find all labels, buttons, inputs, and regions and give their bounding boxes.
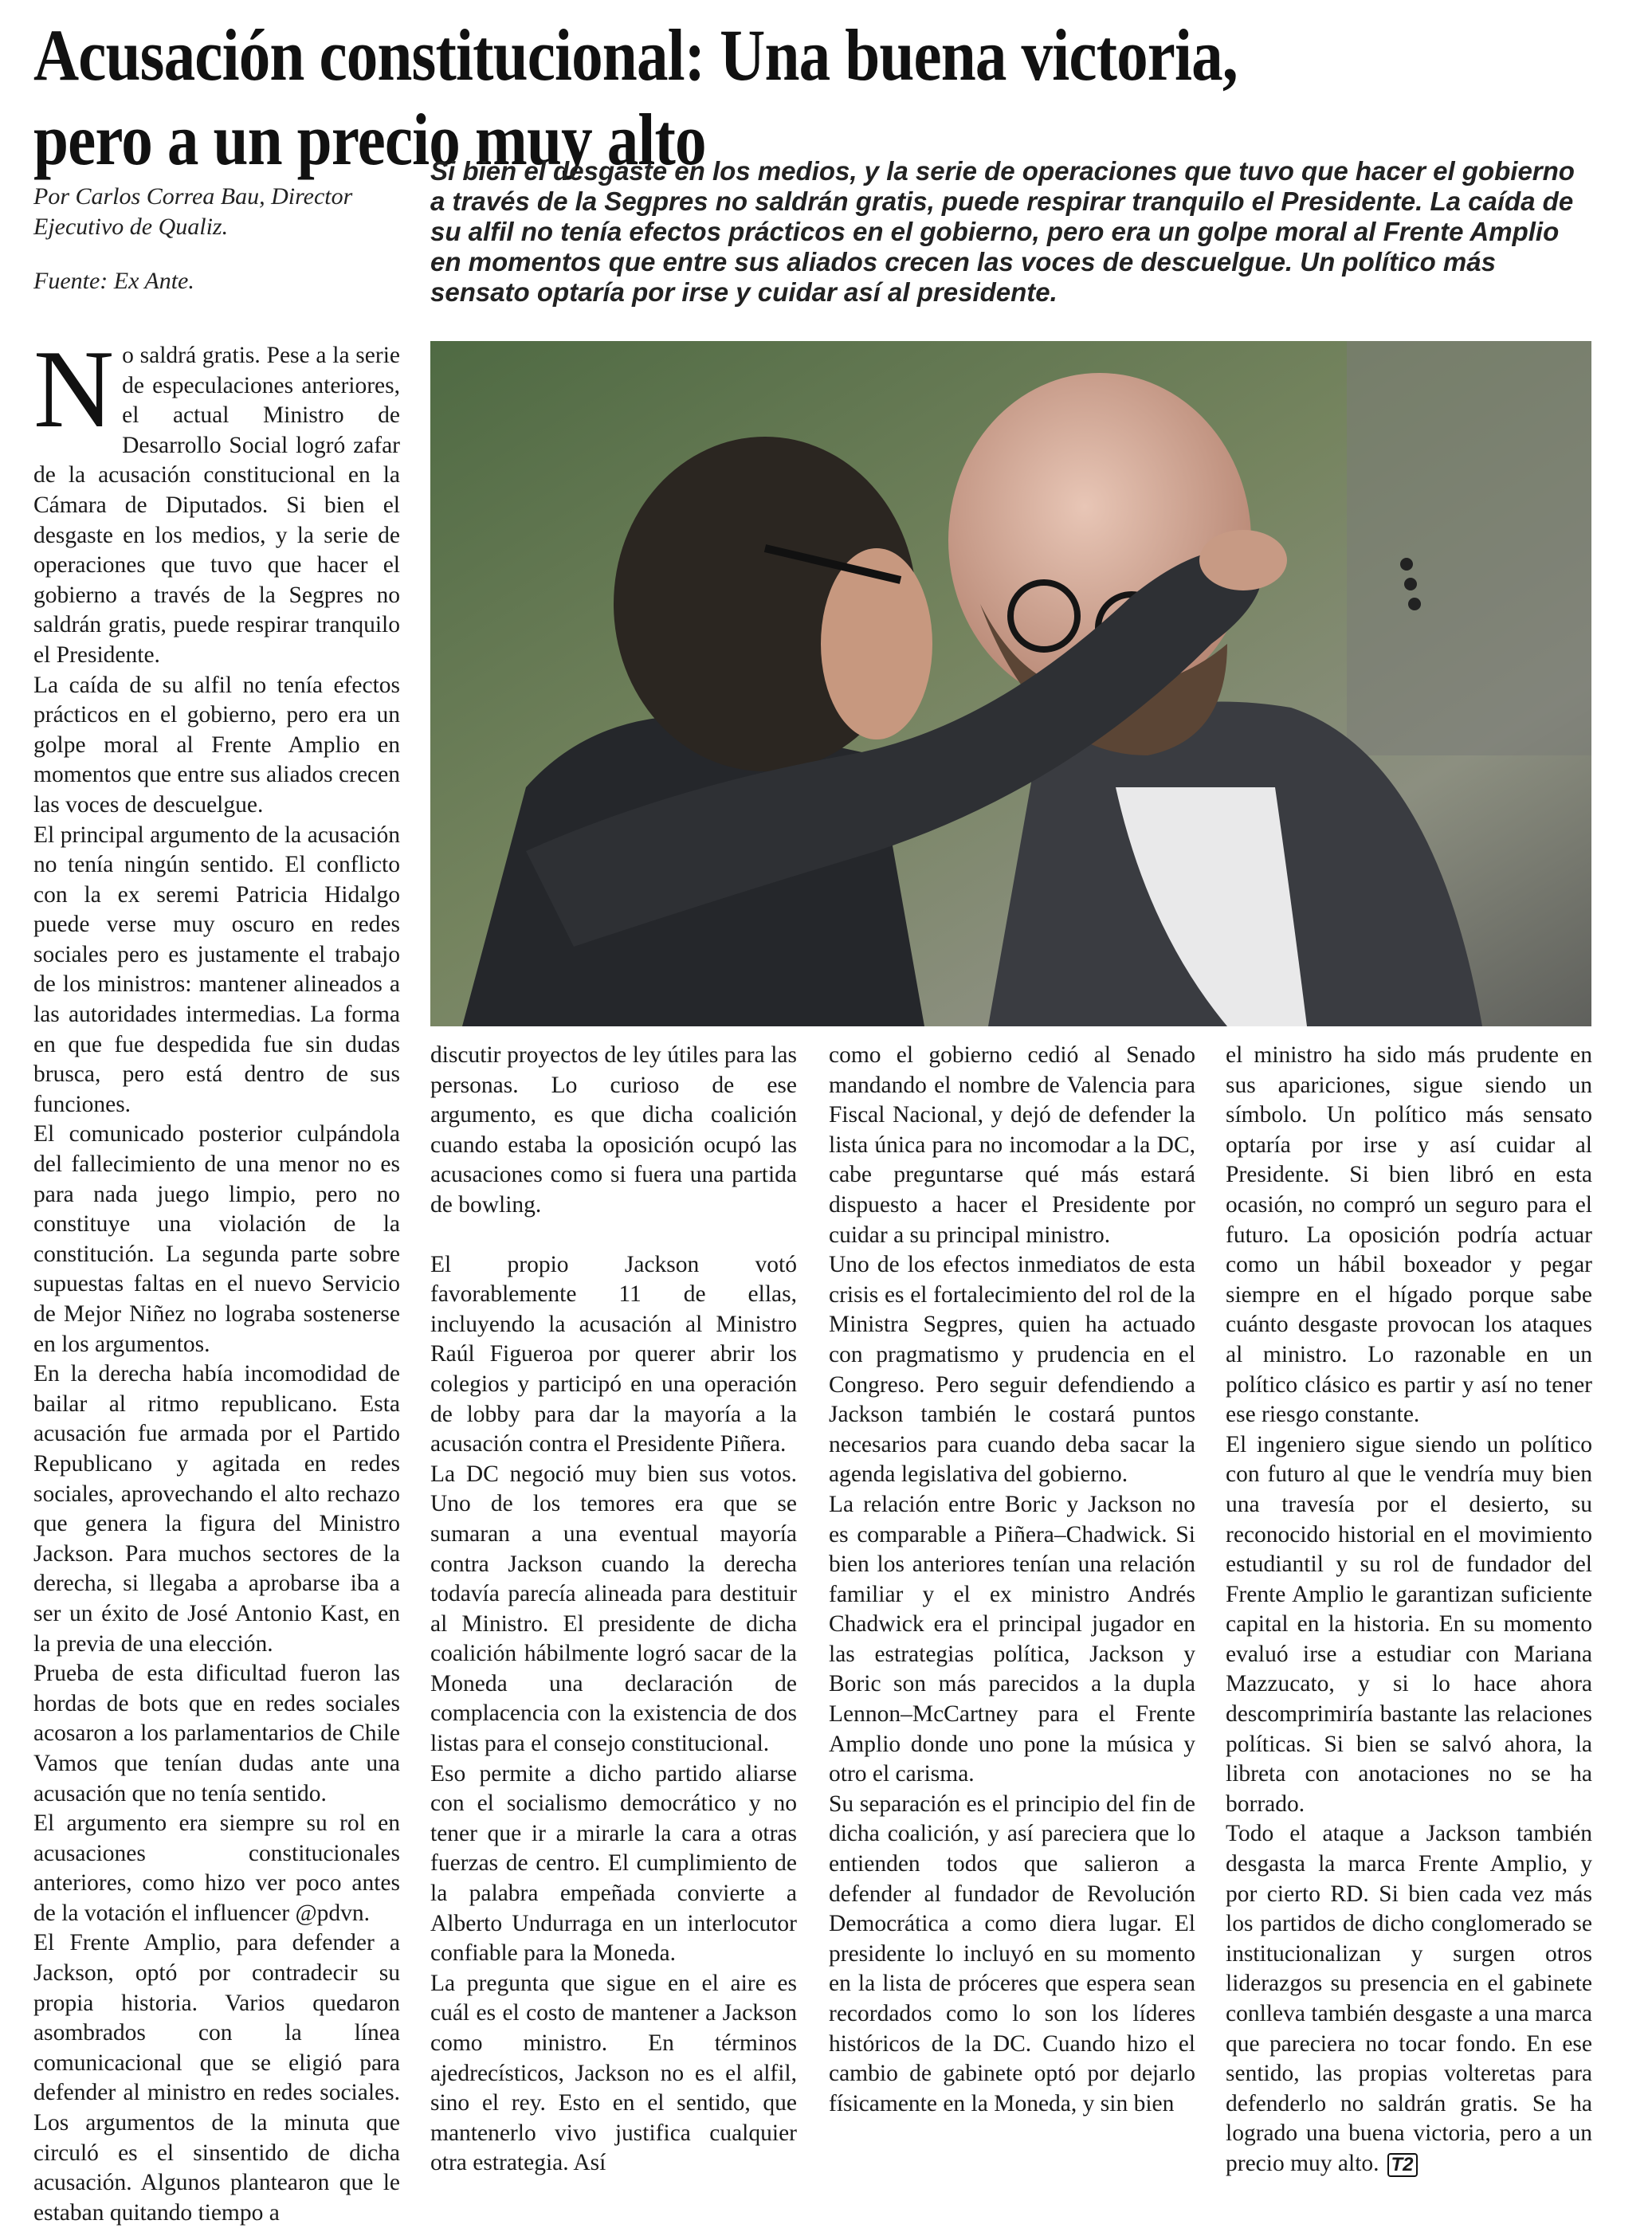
end-mark-logo: T2	[1387, 2153, 1418, 2177]
paragraph: La DC negoció muy bien sus votos. Uno de los temores era que se sumaran a una eventual mayoría contra Jackson cuando la derecha todavía parecía alineada para destituir al Ministro. El presidente de dicha coalición hábilmente logró sacar de la Moneda una declaración de complacencia con la existencia de dos listas para el consejo constitucional.	[430, 1461, 797, 1757]
headline-line-2: pero a un precio muy alto	[33, 99, 706, 180]
sleeve-button	[1404, 578, 1417, 590]
column-2	[430, 1041, 797, 2179]
paragraph: discutir proyectos de ley útiles para las personas. Lo curioso de ese argumento, es que dicha coalición cuando estaba la oposición ocupó las acusaciones como si fuera una partida de bowling.	[430, 1042, 797, 1218]
drop-cap: N	[33, 328, 115, 451]
author-byline: Por Carlos Correa Bau, Director Ejecutivo de Qualiz.	[33, 183, 353, 240]
paragraph: La pregunta que sigue en el aire es cuál es el costo de mantener a Jackson como ministro. En términos ajedrecísticos, Jackson no es el alfil, sino el rey. Esto en el sentido, que mantenerlo vivo justifica cualquier otra estrategia. Así	[430, 1970, 797, 2176]
paragraph: En la derecha había incomodidad de bailar al ritmo republicano. Esta acusación fue armada por el Partido Republicano y agitada en redes sociales, aprovechando el alto rechazo que genera la figura del Ministro Jackson. Para muchos sectores de la derecha, si llegaba a aprobarse iba a ser un éxito de José Antonio Kast, en la previa de una elección.	[33, 1361, 400, 1657]
sleeve-button	[1408, 598, 1421, 610]
hand-on-shoulder	[1199, 530, 1287, 590]
paragraph: Prueba de esta dificultad fueron las hordas de bots que en redes sociales acosaron a los parlamentarios de Chile Vamos que tenían dudas ante una acusación que no tenía sentido.	[33, 1661, 400, 1806]
paragraph: como el gobierno cedió al Senado mandando el nombre de Valencia para Fiscal Nacional, y dejó de defender la lista única para no incomodar a la DC, cabe preguntarse qué más estará dispuesto a hacer el Presidente por cuidar a su principal ministro.	[829, 1042, 1195, 1248]
paragraph: Todo el ataque a Jackson también desgasta la marca Frente Amplio, y por cierto RD. Si bien cada vez más los partidos de dicho conglomerado se institucionalizan y surgen otros liderazgos su presencia en el gabinete conlleva también desgaste a una marca que pareciera no tocar fondo. En ese sentido, las propias volteretas para defenderlo no saldrán gratis. Se ha logrado una buena victoria, pero a un precio muy alto. T2	[1226, 1821, 1592, 2176]
paragraph: Su separación es el principio del fin de dicha coalición, y así pareciera que lo entienden todos que salieron a defender al fundador de Revolución Democrática a como diera lugar. El presidente lo incluyó en su momento en la lista de próceres que espera sean recordados como lo son los líderes históricos de la DC. Cuando hizo el cambio de gabinete optó por dejarlo físicamente en la Moneda, y sin bien	[829, 1791, 1195, 2116]
paragraph: El propio Jackson votó favorablemente 11 de ellas, incluyendo la acusación al Ministro Raúl Figueroa por querer abrir los colegios y participó en una operación de lobby para dar la mayoría a la acusación contra el Presidente Piñera.	[430, 1251, 797, 1457]
article-photo	[430, 341, 1591, 1026]
paragraph: El ingeniero sigue siendo un político con futuro al que le vendría muy bien una travesía por el desierto, su reconocido historial en el movimiento estudiantil y su rol de fundador del Frente Amplio le garantizan suficiente capital en la historia. En su momento evaluó irse a estudiar con Mariana Mazzucato, y si lo hace ahora descomprimiría bastante las relaciones políticas. Si bien se salvó ahora, la libreta con anotaciones no se ha borrado.	[1226, 1431, 1592, 1817]
sleeve-button	[1400, 558, 1413, 571]
headline-line-1: Acusación constitucional: Una buena victoria,	[33, 14, 1238, 96]
column-4	[1226, 1041, 1592, 2179]
building-wall	[1347, 341, 1591, 755]
source-line: Fuente: Ex Ante.	[33, 268, 194, 294]
paragraph: La relación entre Boric y Jackson no es comparable a Piñera–Chadwick. Si bien los anteriores tenían una relación familiar y el ex ministro Andrés Chadwick era el principal jugador en las estrategias política, Jackson y Boric son más parecidos a la dupla Lennon–McCartney para el Frente Amplio donde uno pone la música y otro el carisma.	[829, 1491, 1195, 1787]
column-1	[33, 328, 400, 2228]
paragraph: El principal argumento de la acusación no tenía ningún sentido. El conflicto con la ex seremi Patricia Hidalgo puede verse muy oscuro en redes sociales pero es justamente el trabajo de los ministros: mantener alineados a las autoridades intermedias. La forma en que fue despedida fue sin dudas brusca, pero está dentro de sus funciones.	[33, 822, 400, 1117]
paragraph: El Frente Amplio, para defender a Jackson, optó por contradecir su propia historia. Varios quedaron asombrados con la línea comunicacional que se eligió para defender al ministro en redes sociales. Los argumentos de la minuta que circuló es el sinsentido de dicha acusación. Algunos plantearon que le estaban quitando tiempo a	[33, 1930, 400, 2226]
paragraph: el ministro ha sido más prudente en sus apariciones, sigue siendo un símbolo. Un político más sensato optaría por irse y así cuidar al Presidente. Si bien libró en esta ocasión, no compró un seguro para el futuro. La oposición podría actuar como un hábil boxeador y pegar siempre en el hígado porque sabe cuánto desgaste provocan los ataques al ministro. Lo razonable en un político clásico es partir y así no tener ese riesgo constante.	[1226, 1042, 1592, 1428]
byline-block	[33, 182, 376, 320]
paragraph: El argumento era siempre su rol en acusaciones constitucionales anteriores, como hizo ver poco antes de la votación el influencer @pdvn.	[33, 1810, 400, 1926]
paragraph: El comunicado posterior culpándola del fallecimiento de una menor no es para nada juego limpio, pero no constituye una violación de la constitución. La segunda parte sobre supuestas faltas en el nuevo Servicio de Mejor Niñez no lograba sostenerse en los argumentos.	[33, 1121, 400, 1357]
column-3	[829, 1041, 1195, 2119]
paragraph: No saldrá gratis. Pese a la serie de especulaciones anteriores, el actual Ministro de Desarrollo Social logró zafar de la acusación constitucional en la Cámara de Diputados. Si bien el desgaste en los medios, y la serie de operaciones que tuvo que hacer el gobierno a través de la Segpres no saldrán gratis, puede respirar tranquilo el Presidente.	[33, 328, 400, 668]
lede-paragraph: Si bien el desgaste en los medios, y la serie de operaciones que tuvo que hacer el gobierno a través de la Segpres no saldrán gratis, puede respirar tranquilo el Presidente. La caída de su alfil no tenía efectos prácticos en el gobierno, pero era un golpe moral al Frente Amplio en momentos que entre sus aliados crecen las voces de descuelgue. Un político más sensato optaría por irse y cuidar así al presidente.	[430, 156, 1575, 307]
paragraph: Eso permite a dicho partido aliarse con el socialismo democrático y no tener que ir a mirarle la cara a otras fuerzas de centro. El cumplimiento de la palabra empeñada convierte a Alberto Undurraga en un interlocutor confiable para la Moneda.	[430, 1760, 797, 1967]
paragraph: La caída de su alfil no tenía efectos prácticos en el gobierno, pero era un golpe moral al Frente Amplio en momentos que entre sus aliados crecen las voces de descuelgue.	[33, 672, 400, 818]
paragraph: Uno de los efectos inmediatos de esta crisis es el fortalecimiento del rol de la Ministra Segpres, quien ha actuado con pragmatismo y prudencia en el Congreso. Pero seguir defendiendo a Jackson también le costará puntos necesarios para cuando deba sacar la agenda legislativa del gobierno.	[829, 1252, 1195, 1488]
photo-illustration	[430, 341, 1591, 1026]
